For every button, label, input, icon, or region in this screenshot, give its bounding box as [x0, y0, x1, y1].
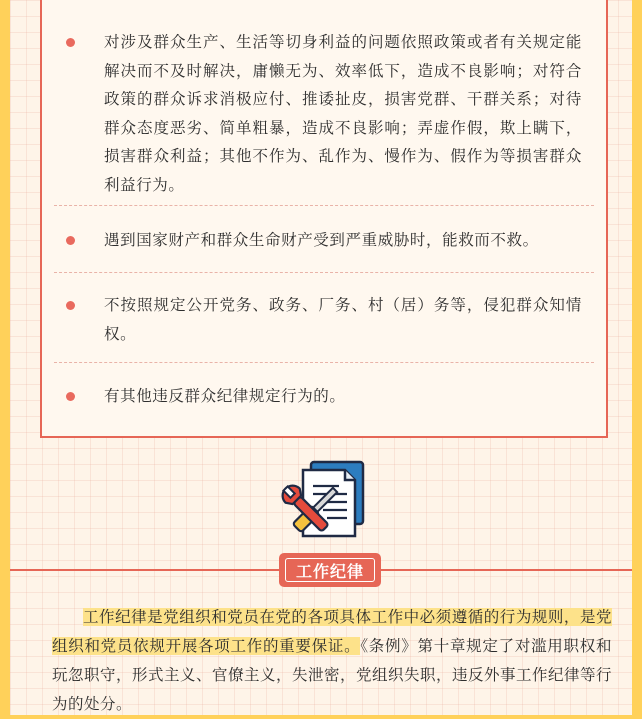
section-divider-left — [10, 569, 279, 571]
section-title-tab — [279, 553, 381, 587]
intro-rest: 《条例》第十章规定了对滥用职权和玩忽职守，形式主义、官僚主义，失泄密，党组织失职，违反外事工作纪律等行为的处分。 — [52, 637, 613, 713]
rule-item — [42, 291, 606, 348]
dashed-divider — [54, 272, 594, 273]
rule-text: 不按照规定公开党务、政务、厂务、村（居）务等，侵犯群众知情权。 — [104, 296, 582, 343]
dashed-divider — [54, 205, 594, 206]
dashed-divider — [54, 362, 594, 363]
bullet-icon — [66, 236, 75, 245]
page — [10, 0, 632, 715]
section-divider-right — [381, 569, 632, 571]
section-title: 工作纪律 — [285, 558, 375, 582]
rule-item — [42, 382, 606, 411]
work-discipline-intro — [52, 603, 612, 719]
rule-text: 有其他违反群众纪律规定行为的。 — [104, 387, 346, 405]
mass-discipline-rules-box — [40, 0, 608, 438]
bullet-icon — [66, 392, 75, 401]
rule-item — [42, 28, 606, 199]
document-wrench-icon — [281, 458, 371, 544]
rule-item — [42, 226, 606, 255]
intro-highlight: 工作纪律是党组织和党员在党的各项具体工作中必须遵循的行为规则，是党组织和党员依规开展各项工作的重要保证。 — [52, 608, 612, 655]
bullet-icon — [66, 301, 75, 310]
rule-text: 遇到国家财产和群众生命财产受到严重威胁时，能救而不救。 — [104, 231, 539, 249]
bullet-icon — [66, 38, 75, 47]
rule-text: 对涉及群众生产、生活等切身利益的问题依照政策或者有关规定能解决而不及时解决，庸懒无为、效率低下，造成不良影响；对符合政策的群众诉求消极应付、推诿扯皮，损害党群、干群关系；对待群众态度恶劣、简单粗暴，造成不良影响；弄虚作假，欺上瞒下，损害群众利益；其他不作为、乱作为、慢作为、假作为等损害群众利益行为。 — [104, 33, 582, 194]
